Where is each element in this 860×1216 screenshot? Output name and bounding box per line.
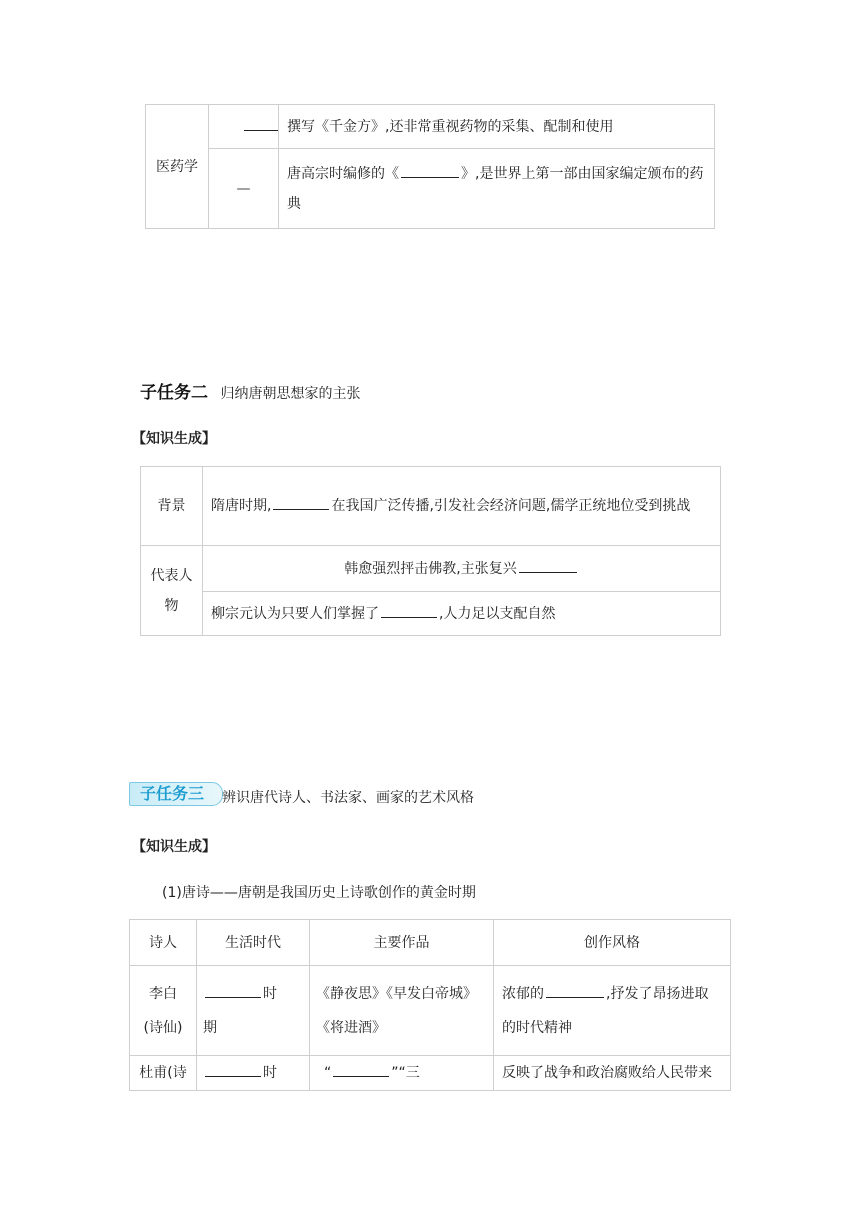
representative-label: 代表人物 xyxy=(141,546,203,636)
style-cell xyxy=(494,966,731,1056)
era-cell xyxy=(197,1056,310,1091)
text: 》,是世界上第一部由国家编定颁布的药典 xyxy=(287,165,704,212)
blank-cell: — xyxy=(209,149,279,229)
section-subtitle: 归纳唐朝思想家的主张 xyxy=(220,386,361,402)
text: ”“三 xyxy=(391,1065,420,1081)
poet-libai xyxy=(130,966,197,1056)
text: “ xyxy=(324,1065,332,1081)
fill-blank[interactable] xyxy=(205,1062,261,1077)
header-works: 主要作品 xyxy=(310,920,494,966)
text: ,抒发了昂扬进取的时代精神 xyxy=(502,985,709,1036)
knowledge-label: 【知识生成】 xyxy=(132,839,216,855)
intro-text: (1)唐诗——唐朝是我国历史上诗歌创作的黄金时期 xyxy=(162,885,476,901)
header-poet: 诗人 xyxy=(130,920,197,966)
section-badge xyxy=(129,782,223,806)
section-title: 子任务二 xyxy=(140,383,208,403)
fill-blank[interactable] xyxy=(519,558,577,573)
knowledge-label: 【知识生成】 xyxy=(132,431,216,447)
text: ,人力足以支配自然 xyxy=(439,605,556,622)
background-text xyxy=(203,467,721,546)
header-era: 生活时代 xyxy=(197,920,310,966)
row1-text: 撰写《千金方》,还非常重视药物的采集、配制和使用 xyxy=(279,105,715,149)
thinker-table xyxy=(140,466,721,636)
fill-blank[interactable] xyxy=(401,163,459,178)
section-heading xyxy=(140,378,360,403)
text: 隋唐时期, xyxy=(211,498,272,514)
fill-blank[interactable] xyxy=(546,983,604,998)
row2-text xyxy=(279,149,715,229)
fill-blank[interactable] xyxy=(244,116,278,131)
era-cell xyxy=(197,966,310,1056)
works-cell: 《静夜思》《早发白帝城》《将进酒》 xyxy=(310,966,494,1056)
fill-blank[interactable] xyxy=(273,495,329,510)
text: 在我国广泛传播,引发社会经济问题,儒学正统地位受到挑战 xyxy=(331,498,691,514)
fill-blank[interactable] xyxy=(205,983,261,998)
blank-cell xyxy=(209,105,279,149)
poet-alias: (诗仙) xyxy=(143,1019,183,1036)
fill-blank[interactable] xyxy=(333,1062,389,1077)
style-cell: 反映了战争和政治腐败给人民带来 xyxy=(494,1056,731,1091)
text: 柳宗元认为只要人们掌握了 xyxy=(211,605,379,622)
section-title: 子任务三 xyxy=(140,784,205,803)
text: 时 xyxy=(263,985,277,1002)
rep2-text xyxy=(203,592,721,636)
poet-name: 李白 xyxy=(149,985,177,1002)
rep1-text xyxy=(203,546,721,592)
category-cell: 医药学 xyxy=(146,105,209,229)
medicine-table xyxy=(145,104,715,229)
works-cell xyxy=(310,1056,494,1091)
poet-dufu: 杜甫(诗 xyxy=(130,1056,197,1091)
poets-table xyxy=(129,919,731,1091)
section-subtitle: 辨识唐代诗人、书法家、画家的艺术风格 xyxy=(222,790,474,806)
text: 浓郁的 xyxy=(502,985,544,1002)
text: 期 xyxy=(203,1019,217,1036)
background-label: 背景 xyxy=(141,467,203,546)
text: 唐高宗时编修的《 xyxy=(287,165,399,182)
text: 韩愈强烈抨击佛教,主张复兴 xyxy=(344,560,517,577)
header-style: 创作风格 xyxy=(494,920,731,966)
fill-blank[interactable] xyxy=(381,603,437,618)
text: 时 xyxy=(263,1065,277,1081)
